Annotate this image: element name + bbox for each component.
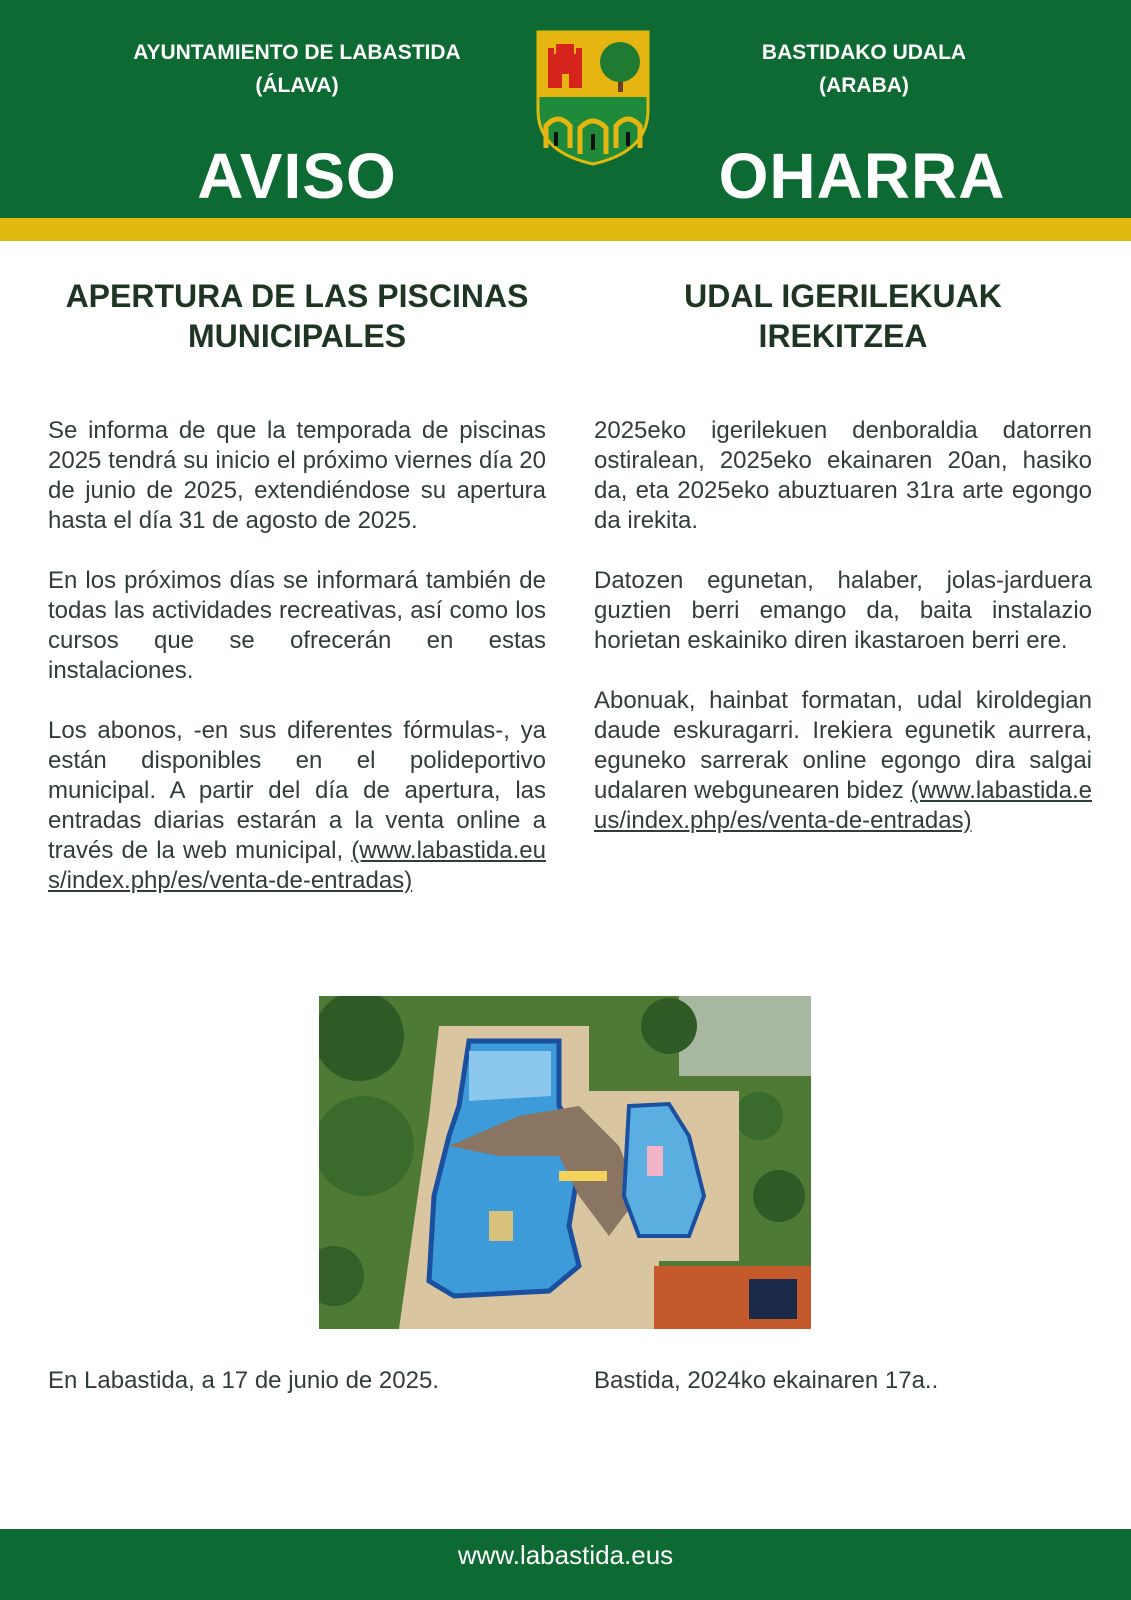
header-accent-bar <box>0 218 1131 241</box>
footer-website-link[interactable]: www.labastida.eus <box>457 1540 674 1570</box>
paragraph-es-1: Se informa de que la temporada de piscinas 2025 tendrá su inicio el próximo viernes día 20 de junio de 2025, extendiéndose su apertura hasta el día 31 de agosto de 2025. <box>48 417 546 534</box>
org-name-es-line2: (ÁLAVA) <box>255 74 339 97</box>
tickets-link-eu[interactable]: (www.labastida.eus/index.php/es/venta-de-entradas) <box>594 777 1092 834</box>
section-title-es <box>37 276 557 356</box>
section-title-es-line2: MUNICIPALES <box>187 318 407 354</box>
paragraph-eu-2: Datozen egunetan, halaber, jolas-jarduera guztien berri emango da, baita instalazio horietan eskainiko diren ikastaroen berri ere. <box>594 567 1092 654</box>
signature-eu: Bastida, 2024ko ekainaren 17a.. <box>594 1367 939 1394</box>
body-column-eu <box>594 416 1092 866</box>
paragraph-es-2: En los próximos días se informará también de todas las actividades recreativas, así como los cursos que se ofrecerán en estas instalaciones. <box>48 567 546 684</box>
paragraph-es-3-text: Los abonos, -en sus diferentes fórmulas-, ya están disponibles en el polideportivo municipal. A partir del día de apertura, las entradas diarias estarán a la venta online a través de la web municipal, <box>48 717 546 864</box>
org-name-es <box>107 36 487 102</box>
org-name-eu-line2: (ARABA) <box>819 74 909 97</box>
section-title-eu-line1: UDAL IGERILEKUAK <box>684 278 1002 314</box>
aviso-heading: AVISO <box>197 140 397 212</box>
paragraph-eu-3-text: Abonuak, hainbat formatan, udal kiroldegian daude eskuragarri. Irekiera egunetik aurrera, eguneko sarrerak online egongo dira salgai udalaren webgunearen bidez <box>594 687 1092 804</box>
tickets-link-es[interactable]: (www.labastida.eus/index.php/es/venta-de-entradas) <box>48 837 546 894</box>
section-title-eu <box>583 276 1103 356</box>
footer-bar <box>0 1529 1131 1600</box>
oharra-heading: OHARRA <box>718 140 1006 212</box>
body-column-es <box>48 416 546 926</box>
org-name-es-line1: AYUNTAMIENTO DE LABASTIDA <box>133 41 461 64</box>
pool-aerial-photo <box>319 996 811 1329</box>
paragraph-eu-1: 2025eko igerilekuen denboraldia datorren ostiralean, 2025eko ekainaren 20an, hasiko da, eta 2025eko abuztuaren 31ra arte egongo da irekita. <box>594 417 1092 534</box>
section-title-eu-line2: IREKITZEA <box>758 318 928 354</box>
org-name-eu-line1: BASTIDAKO UDALA <box>761 41 967 64</box>
paragraph-eu-3 <box>594 686 1092 836</box>
signature-es: En Labastida, a 17 de junio de 2025. <box>48 1367 439 1394</box>
coat-of-arms-icon <box>536 30 650 166</box>
section-title-es-line1: APERTURA DE LAS PISCINAS <box>65 278 529 314</box>
paragraph-es-3 <box>48 716 546 896</box>
org-name-eu <box>674 36 1054 102</box>
